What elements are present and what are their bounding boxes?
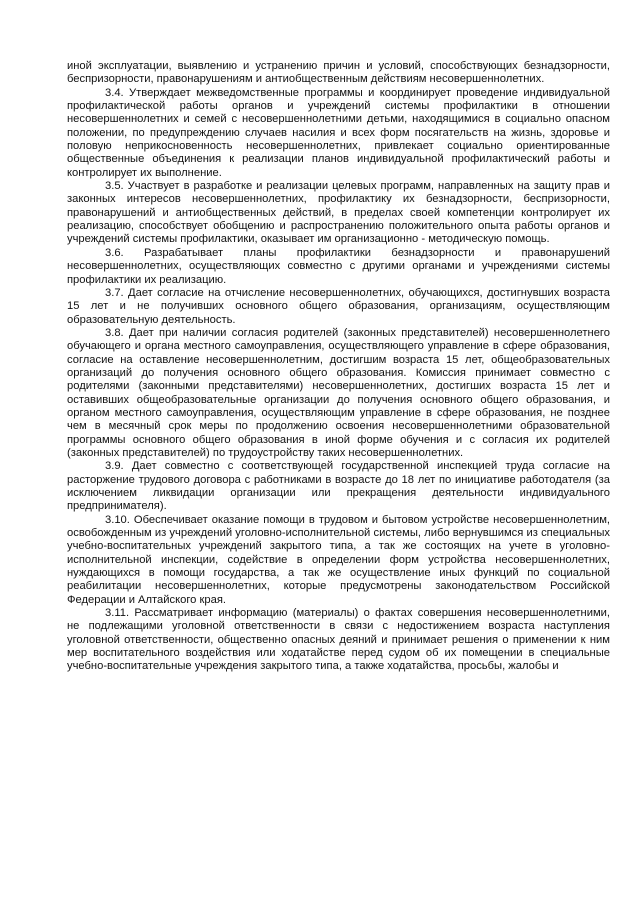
paragraph-3-7: 3.7. Дает согласие на отчисление несовершеннолетних, обучающихся, достигнувших возраста 15 лет и не получивших основного общего образования, организациям, осуществляющим образовательную деятельность. [67, 286, 610, 326]
paragraph-3-11: 3.11. Рассматривает информацию (материалы) о фактах совершения несовершеннолетними, не подлежащими уголовной ответственности в связи с недостижением возраста наступления уголовной ответственности, общественно опасных деяний и принимает решения о применении к ним мер воспитательного воздействия или ходатайстве перед судом об их помещении в специальные учебно-воспитательные учреждения закрытого типа, а также ходатайства, просьбы, жалобы и [67, 607, 610, 673]
paragraph-3-6: 3.6. Разрабатывает планы профилактики безнадзорности и правонарушений несовершеннолетних, осуществляющих совместно с другими органами и учреждениями системы профилактики их реализацию. [67, 246, 610, 286]
paragraph-3-9: 3.9. Дает совместно с соответствующей государственной инспекцией труда согласие на расторжение трудового договора с работниками в возрасте до 18 лет по инициативе работодателя (за исключением ликвидации организации или прекращения деятельности индивидуального предпринимателя). [67, 460, 610, 513]
paragraph-3-10: 3.10. Обеспечивает оказание помощи в трудовом и бытовом устройстве несовершеннолетним, освобожденным из учреждений уголовно-исполнительной системы, либо вернувшимся из специальных учебно-воспитательных учреждений закрытого типа, а так же состоящих на учете в уголовно-исполнительной инспекции, содействие в определении форм устройства несовершеннолетних, нуждающихся в помощи государства, а так же осуществление иных функций по социальной реабилитации несовершеннолетних, которые предусмотрены законодательством Российской Федерации и Алтайского края. [67, 513, 610, 606]
document-page [67, 60, 610, 674]
paragraph-3-5: 3.5. Участвует в разработке и реализации целевых программ, направленных на защиту прав и законных интересов несовершеннолетних, профилактику их безнадзорности, беспризорности, правонарушений и антиобщественных действий, в пределах своей компетенции контролирует их реализацию, способствует обобщению и распространению положительного опыта работы органов и учреждений системы профилактики, оказывает им организационно - методическую помощь. [67, 180, 610, 246]
paragraph-3-8: 3.8. Дает при наличии согласия родителей (законных представителей) несовершеннолетнего обучающего и органа местного самоуправления, осуществляющего управление в сфере образования, согласие на оставление несовершеннолетним, достигшим возраста 15 лет, общеобразовательных организаций до получения основного общего образования. Комиссия принимает совместно с родителями (законными представителями) несовершеннолетних, достигших возраста 15 лет и оставивших общеобразовательные организации до получения основного общего образования, и органом местного самоуправления, осуществляющим управление в сфере образования, не позднее чем в месячный срок меры по продолжению освоения несовершеннолетними образовательной программы основного общего образования в иной форме обучения и с согласия их родителей (законных представителей) по трудоустройству таких несовершеннолетних. [67, 326, 610, 459]
paragraph-3-4: 3.4. Утверждает межведомственные программы и координирует проведение индивидуальной профилактической работы органов и учреждений системы профилактики в отношении несовершеннолетних и семей с несовершеннолетними детьми, находящимися в социально опасном положении, по предупреждению случаев насилия и всех форм посягательств на жизнь, здоровье и половую неприкосновенность несовершеннолетних, привлекает социально ориентированные общественные объединения к реализации планов индивидуальной профилактический работы и контролирует их выполнение. [67, 86, 610, 179]
paragraph-continuation: иной эксплуатации, выявлению и устранению причин и условий, способствующих безнадзорности, беспризорности, правонарушениям и антиобщественным действиям несовершеннолетних. [67, 60, 610, 86]
